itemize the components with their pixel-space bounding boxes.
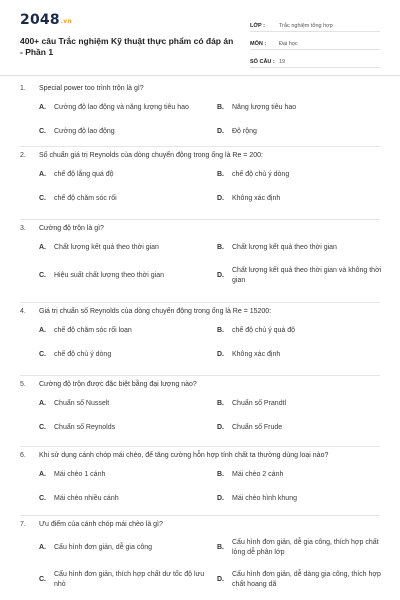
header-divider bbox=[0, 75, 400, 76]
question-1 bbox=[0, 80, 400, 146]
option-d[interactable] bbox=[217, 416, 389, 440]
option-text: Chuẩn số Prandtl bbox=[232, 400, 287, 407]
option-d[interactable] bbox=[217, 120, 389, 144]
option-a[interactable] bbox=[39, 96, 211, 120]
question-text bbox=[20, 376, 380, 390]
option-c[interactable] bbox=[39, 187, 211, 211]
question-text bbox=[20, 303, 380, 317]
meta-label: LỚP : bbox=[250, 23, 265, 29]
option-b[interactable] bbox=[217, 319, 389, 343]
option-letter: B. bbox=[217, 327, 224, 334]
page-header bbox=[0, 0, 400, 75]
option-letter: C. bbox=[39, 424, 46, 431]
question-text bbox=[20, 220, 380, 234]
option-letter: D. bbox=[217, 576, 224, 583]
option-text: Năng lượng tiêu hao bbox=[232, 104, 297, 111]
option-letter: A. bbox=[39, 244, 46, 251]
option-text: Cấu hình đơn giản, dễ dàng gia công, thích hợp chất hoang dã bbox=[232, 571, 381, 588]
option-text: Chất lượng kết quả theo thời gian và không thời gian bbox=[232, 267, 382, 284]
option-letter: C. bbox=[39, 351, 46, 358]
question-prompt: Khi sử dụng cánh chóp mái chèo, để tăng cường hỗn hợp tính chất ta thường dùng loại nào? bbox=[39, 452, 329, 459]
question-prompt: Cường độ trộn là gì? bbox=[39, 225, 104, 232]
option-text: Chuẩn số Nusselt bbox=[54, 400, 110, 407]
question-7 bbox=[0, 516, 400, 600]
option-text: Mái chèo hình khung bbox=[232, 495, 297, 502]
question-number: 1. bbox=[20, 85, 26, 92]
option-letter: B. bbox=[217, 544, 224, 551]
option-text: Mái chèo nhiều cánh bbox=[54, 495, 119, 502]
question-prompt: Ưu điểm của cánh chóp mái chèo là gì? bbox=[39, 521, 163, 528]
question-4 bbox=[0, 303, 400, 375]
option-a[interactable] bbox=[39, 163, 211, 187]
option-text: chế độ chăm sóc rối loạn bbox=[54, 327, 132, 334]
question-text bbox=[20, 447, 380, 461]
meta-label: MÔN : bbox=[250, 41, 267, 47]
answer-options bbox=[20, 236, 380, 292]
option-a[interactable] bbox=[39, 319, 211, 343]
question-prompt: Số chuẩn giá trị Reynolds của dòng chuyển động trong ống là Re = 200: bbox=[39, 152, 263, 159]
option-text: chế độ chủ ý dòng bbox=[54, 351, 112, 358]
question-prompt: Cường độ trộn được đặc biệt bằng đại lượng nào? bbox=[39, 381, 197, 388]
option-text: Chuẩn số Frude bbox=[232, 424, 283, 431]
answer-options bbox=[20, 96, 380, 144]
option-letter: A. bbox=[39, 471, 46, 478]
question-number: 5. bbox=[20, 381, 26, 388]
option-text: Không xác định bbox=[232, 351, 281, 358]
option-text: Không xác định bbox=[232, 195, 281, 202]
question-text bbox=[20, 516, 380, 530]
header-left bbox=[20, 12, 235, 75]
option-text: Mái chèo 2 cánh bbox=[232, 471, 284, 478]
question-2 bbox=[0, 147, 400, 219]
option-letter: A. bbox=[39, 171, 46, 178]
question-prompt: Special power too trình trộn là gì? bbox=[39, 85, 144, 92]
option-c[interactable] bbox=[39, 564, 211, 596]
question-prompt: Giá trị chuẩn số Reynolds của dòng chuyển động trong ống là Re = 15200: bbox=[39, 308, 272, 315]
option-letter: D. bbox=[217, 128, 224, 135]
option-letter: C. bbox=[39, 128, 46, 135]
option-letter: B. bbox=[217, 171, 224, 178]
document-title: 400+ câu Trắc nghiệm Kỹ thuật thực phẩm có đáp án - Phần 1 bbox=[20, 36, 234, 57]
option-letter: C. bbox=[39, 195, 46, 202]
option-text: Cấu hình đơn giản, dễ gia công, thích hợp chất lỏng dễ phân lớp bbox=[232, 539, 379, 556]
question-text bbox=[20, 147, 380, 161]
question-3 bbox=[0, 220, 400, 302]
option-text: Chất lượng kết quả theo thời gian bbox=[54, 244, 159, 251]
option-letter: B. bbox=[217, 471, 224, 478]
option-text: Chất lượng kết quả theo thời gian bbox=[232, 244, 337, 251]
meta-row-subject bbox=[250, 32, 380, 50]
answer-options bbox=[20, 463, 380, 511]
logo-suffix: .vn bbox=[60, 18, 72, 25]
option-b[interactable] bbox=[217, 392, 389, 416]
option-a[interactable] bbox=[39, 236, 211, 260]
option-c[interactable] bbox=[39, 260, 211, 292]
option-d[interactable] bbox=[217, 487, 389, 511]
option-b[interactable] bbox=[217, 236, 389, 260]
site-logo[interactable] bbox=[20, 12, 235, 28]
option-letter: C. bbox=[39, 272, 46, 279]
question-number: 2. bbox=[20, 152, 26, 159]
option-b[interactable] bbox=[217, 463, 389, 487]
option-a[interactable] bbox=[39, 392, 211, 416]
option-c[interactable] bbox=[39, 343, 211, 367]
option-text: Cường độ lao động và năng lượng tiêu hao bbox=[54, 104, 189, 111]
option-text: Cường độ lao động bbox=[54, 128, 115, 135]
question-number: 6. bbox=[20, 452, 26, 459]
meta-value: Trắc nghiệm tổng hợp bbox=[279, 23, 333, 29]
answer-options bbox=[20, 532, 380, 596]
option-c[interactable] bbox=[39, 120, 211, 144]
option-b[interactable] bbox=[217, 96, 389, 120]
option-letter: D. bbox=[217, 195, 224, 202]
answer-options bbox=[20, 163, 380, 211]
option-letter: B. bbox=[217, 104, 224, 111]
meta-row-class bbox=[250, 14, 380, 32]
question-5 bbox=[0, 376, 400, 446]
meta-value: Đại học bbox=[279, 41, 298, 47]
option-c[interactable] bbox=[39, 416, 211, 440]
option-letter: C. bbox=[39, 495, 46, 502]
option-text: chế độ chủ ý quá độ bbox=[232, 327, 296, 334]
option-letter: B. bbox=[217, 400, 224, 407]
option-text: Hiệu suất chất lượng theo thời gian bbox=[54, 272, 164, 279]
question-list bbox=[0, 80, 400, 600]
option-text: chế độ chăm sóc rối bbox=[54, 195, 117, 202]
meta-row-count bbox=[250, 50, 380, 68]
option-letter: D. bbox=[217, 424, 224, 431]
option-d[interactable] bbox=[217, 343, 389, 367]
option-text: chế độ chủ ý dòng bbox=[232, 171, 290, 178]
option-letter: D. bbox=[217, 272, 224, 279]
option-letter: A. bbox=[39, 400, 46, 407]
option-letter: A. bbox=[39, 327, 46, 334]
option-text: chế độ lắng quá độ bbox=[54, 171, 114, 178]
option-letter: A. bbox=[39, 544, 46, 551]
question-number: 7. bbox=[20, 521, 26, 528]
logo-text: 2048 bbox=[20, 12, 60, 28]
option-letter: C. bbox=[39, 576, 46, 583]
option-d[interactable] bbox=[217, 260, 389, 292]
option-letter: A. bbox=[39, 104, 46, 111]
question-number: 4. bbox=[20, 308, 26, 315]
option-letter: B. bbox=[217, 244, 224, 251]
option-a[interactable] bbox=[39, 532, 211, 564]
option-a[interactable] bbox=[39, 463, 211, 487]
meta-value: 19 bbox=[279, 59, 286, 65]
option-b[interactable] bbox=[217, 163, 389, 187]
option-b[interactable] bbox=[217, 532, 389, 564]
meta-info bbox=[250, 12, 380, 75]
question-6 bbox=[0, 447, 400, 515]
question-text bbox=[20, 80, 380, 94]
option-letter: D. bbox=[217, 495, 224, 502]
option-letter: D. bbox=[217, 351, 224, 358]
answer-options bbox=[20, 392, 380, 440]
meta-label: SỐ CÂU : bbox=[250, 59, 275, 65]
answer-options bbox=[20, 319, 380, 367]
option-text: Cấu hình đơn giản, dễ gia công bbox=[54, 544, 152, 551]
option-text: Mái chèo 1 cánh bbox=[54, 471, 106, 478]
option-text: Chuẩn số Reynolds bbox=[54, 424, 116, 431]
option-text: Độ rộng bbox=[232, 128, 257, 135]
option-c[interactable] bbox=[39, 487, 211, 511]
option-d[interactable] bbox=[217, 187, 389, 211]
question-number: 3. bbox=[20, 225, 26, 232]
option-d[interactable] bbox=[217, 564, 389, 596]
option-text: Cấu hình đơn giản, thích hợp chất dư tốc độ lưu nhỏ bbox=[54, 571, 205, 588]
